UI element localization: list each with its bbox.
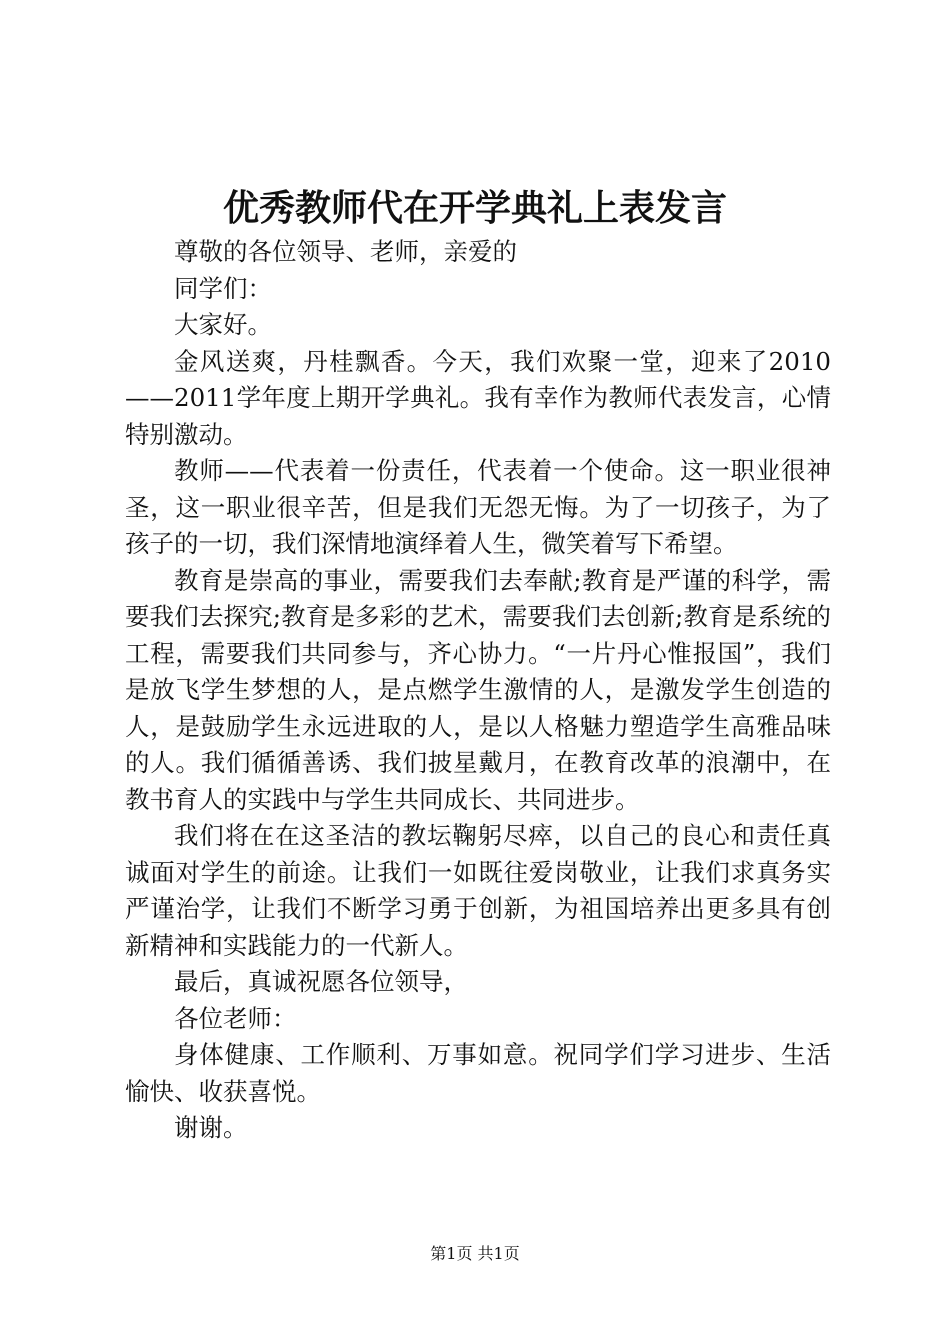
page-footer: 第1页 共1页 [430,1244,520,1263]
paragraph-opening: 金风送爽，丹桂飘香。今天，我们欢聚一堂，迎来了2010——2011学年度上期开学典礼。我有幸作为教师代表发言，心情特别激动。 [125,346,831,449]
paragraph-wishes: 身体健康、工作顺利、万事如意。祝同学们学习进步、生活愉快、收获喜悦。 [125,1040,831,1106]
paragraph-thanks: 谢谢。 [174,1113,248,1142]
paragraph-salutation-1: 尊敬的各位领导、老师，亲爱的 [174,237,517,266]
paragraph-commitment: 我们将在在这圣洁的教坛鞠躬尽瘁，以自己的良心和责任真诚面对学生的前途。让我们一如既往爱岗敬业，让我们求真务实严谨治学，让我们不断学习勇于创新，为祖国培养出更多具有创新精神和实践能力的一代新人。 [125,821,831,960]
paragraph-closing-2: 各位老师： [174,1003,297,1033]
paragraph-salutation-2: 同学们： [174,273,272,303]
paragraph-teacher-duty: 教师——代表着一份责任，代表着一个使命。这一职业很神圣，这一职业很辛苦，但是我们无怨无悔。为了一切孩子，为了孩子的一切，我们深情地演绎着人生，微笑着写下希望。 [125,456,831,558]
paragraph-closing-1: 最后，真诚祝愿各位领导， [174,967,468,996]
paragraph-greeting: 大家好。 [174,310,272,339]
paragraph-education: 教育是崇高的事业，需要我们去奉献;教育是严谨的科学，需要我们去探究;教育是多彩的艺术，需要我们去创新;教育是系统的工程，需要我们共同参与，齐心协力。“一片丹心惟报国”，我们是放飞学生梦想的人，是点燃学生激情的人，是激发学生创造的人，是鼓励学生永远进取的人，是以人格魅力塑造学生高雅品味的人。我们循循善诱、我们披星戴月，在教育改革的浪潮中，在教书育人的实践中与学生共同成长、共同进步。 [125,565,831,814]
document-title: 优秀教师代在开学典礼上表发言 [222,187,727,229]
document-body [125,234,831,1147]
